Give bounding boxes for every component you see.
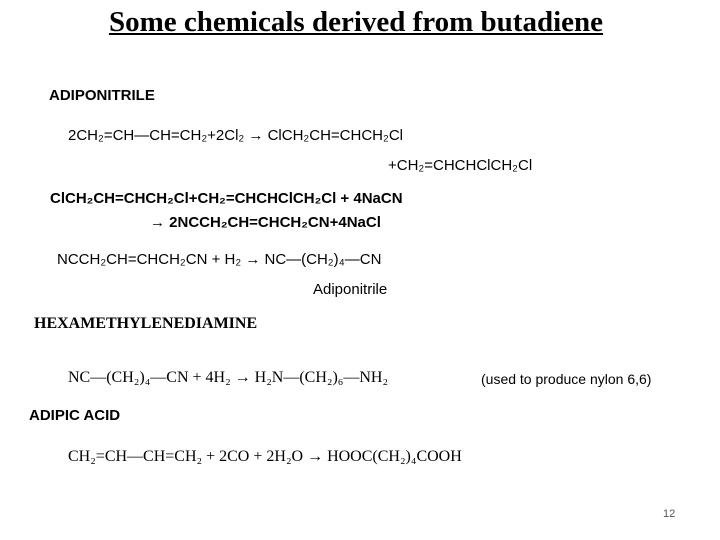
- heading-adipic-acid: ADIPIC ACID: [29, 407, 121, 424]
- slide-title: Some chemicals derived from butadiene: [108, 6, 604, 38]
- page-number: 12: [663, 508, 676, 520]
- caption-adiponitrile: Adiponitrile: [313, 281, 388, 298]
- equation-chlorination: 2CH₂=CH—CH=CH₂+2Cl₂ → ClCH₂CH=CHCH₂Cl: [68, 127, 403, 144]
- equation-cyanation: ClCH₂CH=CHCH₂Cl+CH₂=CHCHClCH₂Cl + 4NaCN: [50, 190, 403, 207]
- equation-hydrogenation: NCCH₂CH=CHCH₂CN + H₂ → NC—(CH₂)₄—CN: [57, 251, 382, 268]
- equation-chlorination-continued: +CH₂=CHCHClCH₂Cl: [388, 157, 533, 174]
- heading-hexamethylenediamine: HEXAMETHYLENEDIAMINE: [34, 315, 258, 332]
- equation-cyanation-continued: → 2NCCH₂CH=CHCH₂CN+4NaCl: [150, 214, 381, 231]
- equation-adipic-acid: CH₂=CH—CH=CH₂ + 2CO + 2H₂O → HOOC(CH₂)₄COOH: [68, 448, 462, 465]
- heading-adiponitrile: ADIPONITRILE: [49, 87, 155, 104]
- nylon-note: (used to produce nylon 6,6): [481, 371, 652, 387]
- equation-diamine: NC—(CH₂)₄—CN + 4H₂ → H₂N—(CH₂)₆—NH₂: [68, 369, 389, 386]
